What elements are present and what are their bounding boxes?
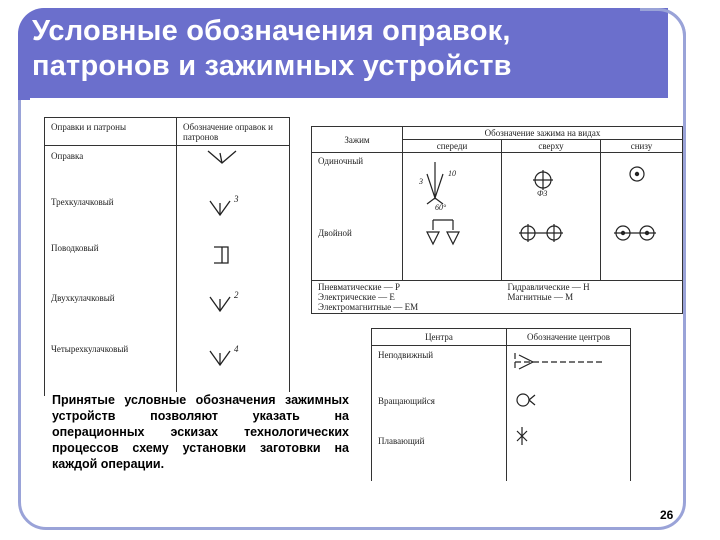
- center-symbols: [505, 345, 615, 455]
- mandrels-row-label: Двухкулачковый: [51, 293, 115, 303]
- clamps-col2-header: Обозначение зажима на видах: [403, 127, 683, 140]
- centers-row-label: Вращающийся: [378, 396, 435, 406]
- legend-item: Магнитные — М: [507, 292, 574, 302]
- dim-10: 10: [448, 169, 456, 178]
- clamp-top-cross: [533, 170, 553, 190]
- clamps-row-double: Двойной: [318, 228, 352, 238]
- clamp-bottom-dot: [635, 172, 639, 176]
- clamps-row-labels: [312, 153, 403, 281]
- title-line-2: патронов и зажимных устройств: [32, 50, 512, 82]
- mandrel-symbols: [200, 145, 250, 385]
- chuck-index-3: 3: [234, 194, 239, 204]
- centers-col2-header: Обозначение центров: [507, 329, 631, 346]
- dim-3: 3: [419, 177, 423, 186]
- centers-col1-header: Центра: [372, 329, 507, 346]
- clamp-double-bottom-dot: [645, 231, 649, 235]
- floating-center-symbol: [517, 427, 527, 445]
- legend-item: Электромагнитные — ЕМ: [318, 302, 419, 312]
- clamp-symbols: [405, 160, 685, 270]
- page-number: 26: [660, 508, 674, 522]
- rotating-center-arrow: [529, 395, 535, 405]
- mandrels-labels-cell: [45, 146, 177, 397]
- mandrels-col1-header: Оправки и патроны: [45, 118, 177, 146]
- mandrels-row-label: Оправка: [51, 151, 84, 161]
- rotating-center-circle: [517, 394, 529, 406]
- mandrels-row-label: Поводковый: [51, 243, 99, 253]
- driver-symbol: [214, 247, 228, 263]
- clamp-double-arrows: [427, 232, 459, 244]
- dim-phi3: Ф3: [537, 189, 548, 198]
- clamps-legend-left: [312, 281, 502, 314]
- caption-text: Принятые условные обозначения зажимных устройств позволяют указать на операционных эскизах технологических процессов схему установки заготовки на каждой операции.: [52, 393, 349, 471]
- clamps-sub-top: сверху: [502, 140, 601, 153]
- clamps-row-single: Одиночный: [318, 156, 364, 166]
- legend-item: Пневматические — Р: [318, 282, 400, 292]
- clamps-sub-bottom: снизу: [601, 140, 683, 153]
- mandrels-table: [44, 117, 290, 396]
- mandrels-row-label: Четырехкулачковый: [51, 344, 129, 354]
- legend-item: Гидравлические — Н: [507, 282, 590, 292]
- slide-title: [32, 14, 672, 84]
- mandrels-row-label: Трехкулачковый: [51, 197, 114, 207]
- clamp-double-bottom-dot: [621, 231, 625, 235]
- clamps-sub-front: спереди: [403, 140, 502, 153]
- title-line-1: Условные обозначения оправок,: [32, 15, 511, 47]
- centers-labels-cell: [372, 346, 507, 482]
- centers-row-label: Неподвижный: [378, 350, 434, 360]
- mandrels-col2-header: Обозначение оправок и патронов: [177, 118, 290, 146]
- clamps-col1-header: Зажим: [312, 127, 403, 153]
- legend-item: Электрические — Е: [318, 292, 395, 302]
- centers-row-label: Плавающий: [378, 436, 425, 446]
- clamp-double-stems: [433, 220, 453, 230]
- title-underline: [30, 98, 670, 100]
- chuck-index-2: 2: [234, 290, 239, 300]
- clamps-legend-right: [502, 281, 683, 314]
- chuck-index-4: 4: [234, 344, 239, 354]
- dim-60: 60°: [435, 203, 447, 212]
- fixed-center-line: [515, 353, 605, 371]
